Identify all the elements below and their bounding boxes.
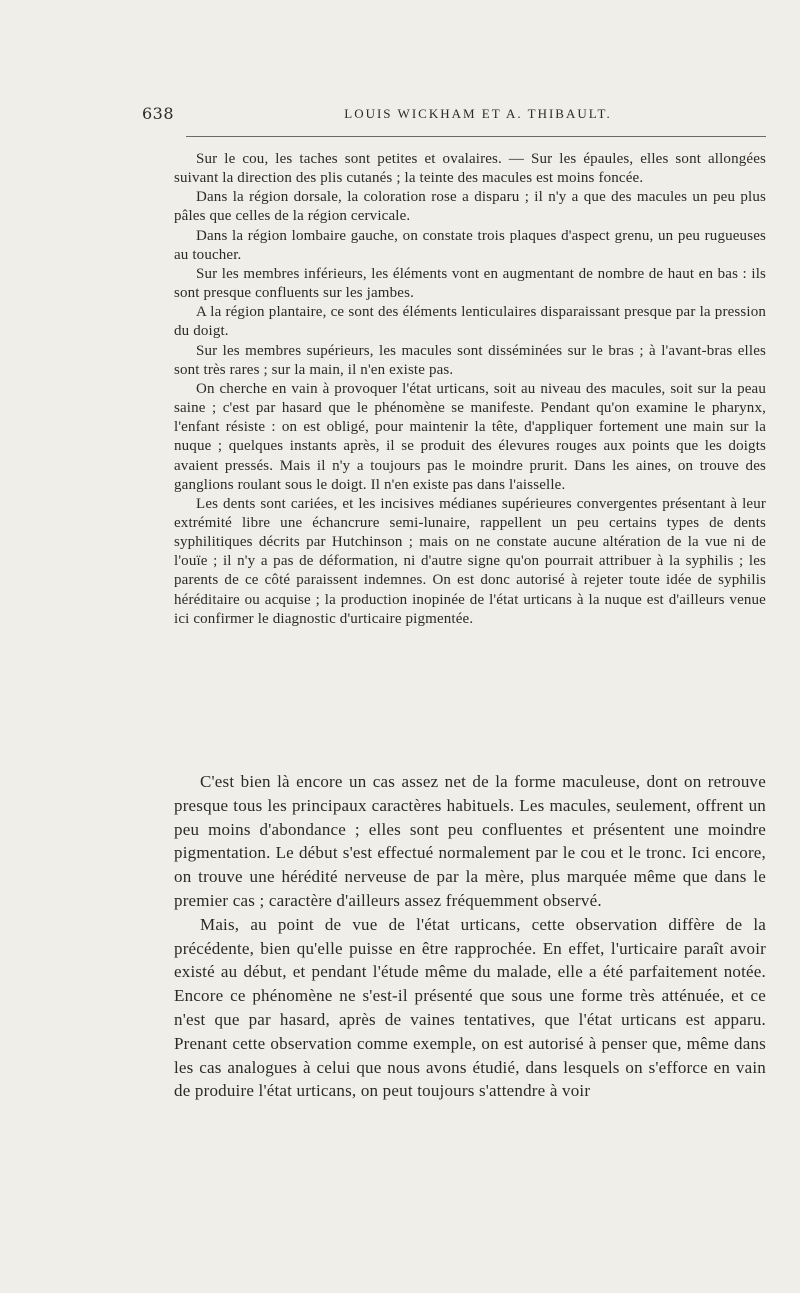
paragraph: Sur les membres supérieurs, les macules sont disséminées sur le bras ; à l'avant-bras elles sont très rares ; sur la main, il n'en existe pas. [174,342,766,378]
paragraph: Dans la région lombaire gauche, on constate trois plaques d'aspect grenu, un peu rugueuses au toucher. [174,227,766,263]
paragraph: C'est bien là encore un cas assez net de la forme maculeuse, dont on retrouve presque tous les principaux caractères habituels. Les macules, seulement, offrent un peu moins d'abondance ; elles sont peu confluentes et présentent une moindre pigmentation. Le début s'est effectué normalement par le cou et le tronc. Ici encore, on trouve une hérédité nerveuse de par la mère, plus marquée même que dans le premier cas ; caractère d'ailleurs assez fréquemment observé. [174,772,766,910]
page-number: 638 [142,104,175,123]
paragraph: On cherche en vain à provoquer l'état urticans, soit au niveau des macules, soit sur la peau saine ; c'est par hasard que le phénomène se manifeste. Pendant qu'on examine le pharynx, l'enfant résiste : on est obligé, pour maintenir la tête, d'appliquer fortement une main sur la nuque ; quelques instants après, il se produit des élevures rouges aux points que les doigts avaient pressés. Mais il n'y a toujours pas le moindre prurit. Dans les aines, on trouve des ganglions roulant sous le doigt. Il n'en existe pas dans l'aisselle. [174,380,766,493]
paragraph: Dans la région dorsale, la coloration rose a disparu ; il n'y a que des macules un peu plus pâles que celles de la région cervicale. [174,189,766,225]
header-rule [186,136,766,137]
observation-text [174,150,766,629]
paragraph: A la région plantaire, ce sont des éléments lenticulaires disparaissant presque par la pression du doigt. [174,304,766,340]
page-header [142,104,764,128]
running-title: LOUIS WICKHAM ET A. THIBAULT. [344,106,612,121]
paragraph: Sur le cou, les taches sont petites et ovalaires. — Sur les épaules, elles sont allongées suivant la direction des plis cutanés ; la teinte des macules est moins foncée. [174,151,766,187]
commentary-text [174,770,766,1103]
paragraph: Mais, au point de vue de l'état urticans, cette observation diffère de la précédente, bien qu'elle puisse en être rapprochée. En effet, l'urticaire paraît avoir existé au début, et pendant l'étude même du malade, elle a été parfaitement notée. Encore ce phénomène ne s'est-il présenté que sous une forme très atténuée, et ce n'est que par hasard, après de vaines tentatives, que l'état urticans est apparu. Prenant cette observation comme exemple, on est autorisé à penser que, même dans les cas analogues à celui que nous avons étudié, dans lesquels on s'efforce en vain de produire l'état urticans, on peut toujours s'attendre à voir [174,914,766,1101]
paragraph: Sur les membres inférieurs, les éléments vont en augmentant de nombre de haut en bas : ils sont presque confluents sur les jambes. [174,265,766,302]
paragraph: Les dents sont cariées, et les incisives médianes supérieures convergentes présentant à leur extrémité libre une échancrure semi-lunaire, rappellent un peu certains types de dents syphilitiques décrits par Hutchinson ; mais on ne constate aucune altération de la vue ni de l'ouïe ; il n'y a pas de déformation, ni d'autre signe qu'on pourrait attribuer à la syphilis ; les parents de ce côté paraissent indemnes. On est donc autorisé à rejeter toute idée de syphilis héréditaire ou acquise ; la production inopinée de l'état urticans à la nuque est d'ailleurs venue ici confirmer le diagnostic d'urticaire pigmentée. [174,495,766,627]
